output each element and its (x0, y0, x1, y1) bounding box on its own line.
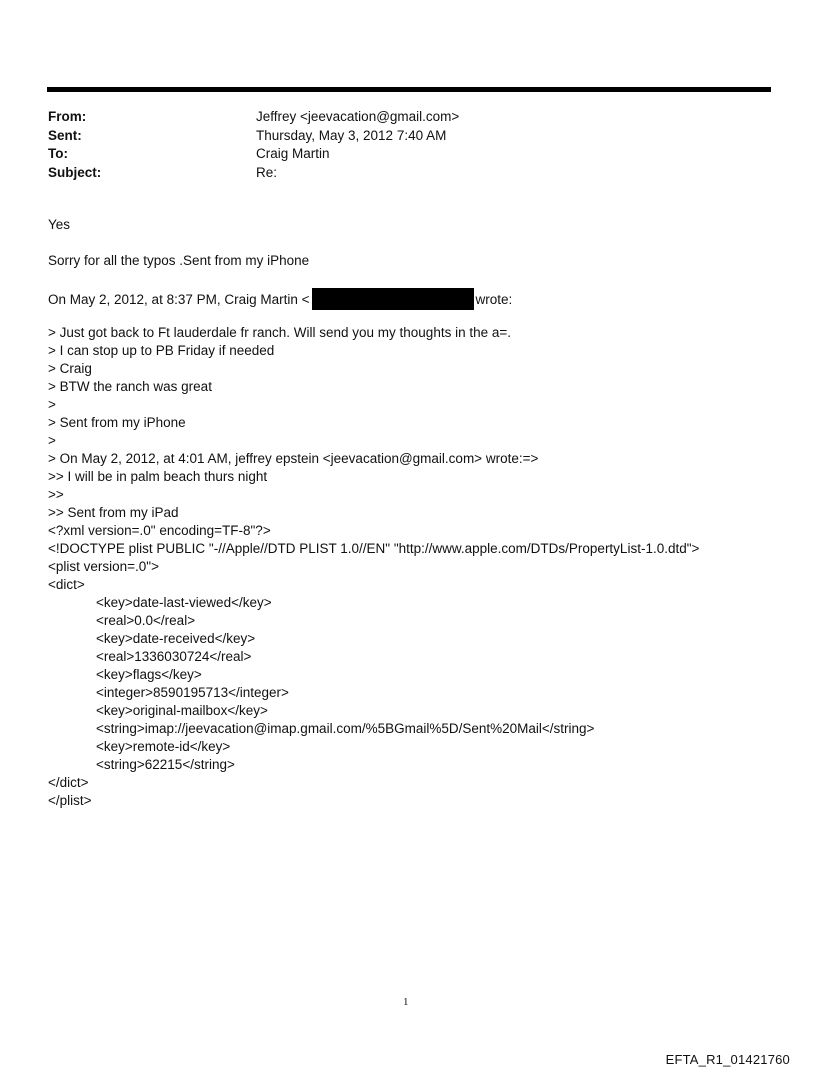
xml-line: <key>date-last-viewed</key> (96, 595, 272, 610)
xml-line: <string>62215</string> (96, 757, 235, 772)
xml-line: </dict> (48, 775, 89, 790)
sent-row (48, 127, 459, 146)
xml-line: <dict> (48, 577, 85, 592)
xml-line: <string>imap://jeevacation@imap.gmail.com/%5BGmail%5D/Sent%20Mail</string> (96, 721, 595, 736)
body-line-signature: Sorry for all the typos .Sent from my iPhone (48, 253, 310, 268)
quoted-line: >> Sent from my iPad (48, 505, 179, 520)
subject-label: Subject: (48, 164, 102, 180)
email-header (48, 108, 459, 182)
xml-line: <?xml version=.0" encoding=TF-8"?> (48, 523, 271, 538)
quoted-line: > Craig (48, 361, 92, 376)
quoted-line: > BTW the ranch was great (48, 379, 212, 394)
from-label: From: (48, 109, 87, 124)
quoted-line: > (48, 433, 56, 448)
quoted-line: >> I will be in palm beach thurs night (48, 469, 268, 484)
quoted-line: > I can stop up to PB Friday if needed (48, 343, 275, 358)
subject-value: Re: (256, 164, 278, 180)
sent-value: Thursday, May 3, 2012 7:40 AM (256, 127, 447, 143)
sent-label: Sent: (48, 127, 82, 143)
xml-line: <!DOCTYPE plist PUBLIC "-//Apple//DTD PLIST 1.0//EN" "http://www.apple.com/DTDs/PropertyList-1.0.dtd"> (48, 541, 700, 556)
document-id: EFTA_R1_01421760 (665, 1052, 790, 1067)
page-number: 1 (403, 996, 409, 1008)
to-row (48, 145, 459, 164)
redaction-box (312, 288, 474, 310)
quoted-line: >> (48, 487, 64, 502)
quoted-message (48, 324, 699, 810)
quoted-line: > Just got back to Ft lauderdale fr ranch. Will send you my thoughts in the a=. (48, 325, 511, 340)
xml-line: </plist> (48, 793, 92, 808)
from-value: Jeffrey <jeevacation@gmail.com> (256, 109, 460, 124)
xml-line: <key>date-received</key> (96, 631, 256, 646)
quoted-line: > (48, 397, 56, 412)
to-label: To: (48, 146, 68, 161)
xml-line: <real>0.0</real> (96, 613, 196, 628)
xml-line: <key>original-mailbox</key> (96, 703, 268, 718)
to-value: Craig Martin (256, 146, 330, 161)
quoted-line: > On May 2, 2012, at 4:01 AM, jeffrey epstein <jeevacation@gmail.com> wrote:=> (48, 451, 539, 466)
body-line-reply-header (48, 288, 788, 310)
reply-header-text: On May 2, 2012, at 8:37 PM, Craig Martin < (48, 292, 310, 307)
xml-line: <key>remote-id</key> (96, 739, 231, 754)
xml-line: <plist version=.0"> (48, 559, 159, 574)
subject-row (48, 164, 459, 183)
body-line-yes: Yes (48, 217, 71, 232)
reply-header-wrote: wrote: (475, 292, 513, 307)
xml-line: <key>flags</key> (96, 667, 202, 682)
quoted-line: > Sent from my iPhone (48, 415, 186, 430)
from-row (48, 108, 459, 127)
header-rule (47, 87, 771, 92)
xml-line: <integer>8590195713</integer> (96, 685, 289, 700)
xml-line: <real>1336030724</real> (96, 649, 252, 664)
